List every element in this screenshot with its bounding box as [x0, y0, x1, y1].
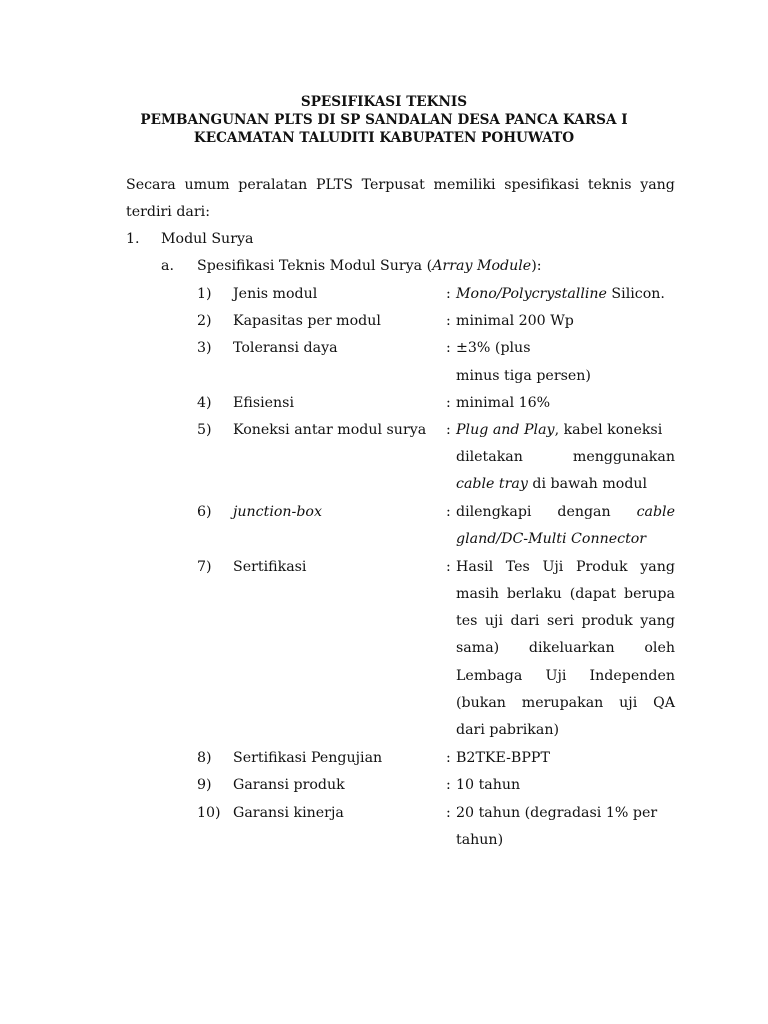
item-colon: : [446, 286, 451, 302]
item-label: Sertifikasi [233, 559, 307, 575]
item-label: Toleransi daya [233, 340, 338, 356]
item-number: 3) [197, 340, 212, 356]
subsection-title: Spesifikasi Teknis Modul Surya (Array Module): [197, 258, 542, 274]
doc-title-line-1: SPESIFIKASI TEKNIS [300, 94, 468, 110]
intro-line-2: terdiri dari: [126, 204, 210, 220]
item-colon: : [446, 395, 451, 411]
item-value: B2TKE-BPPT [456, 750, 550, 766]
item-value: ±3% (plus [456, 340, 531, 356]
item-value: tes uji dari seri produk yang [456, 613, 675, 629]
item-colon: : [446, 422, 451, 438]
item-colon: : [446, 750, 451, 766]
intro-word: Secara [126, 177, 176, 193]
item-value: minimal 16% [456, 395, 551, 411]
item-colon: : [446, 504, 451, 520]
subsection-letter: a. [161, 258, 174, 274]
item-colon: : [446, 340, 451, 356]
item-value: diletakan menggunakan [456, 449, 675, 465]
item-value: tahun) [456, 832, 504, 848]
item-label: Garansi produk [233, 777, 345, 793]
intro-word: PLTS [315, 177, 353, 193]
item-value: (bukan merupakan uji QA [456, 695, 675, 711]
doc-title-line-3: KECAMATAN TALUDITI KABUPATEN POHUWATO [193, 130, 575, 146]
item-number: 9) [197, 777, 212, 793]
item-value: dilengkapi dengan cable [456, 504, 675, 520]
intro-word: umum [184, 177, 230, 193]
intro-word: memiliki [433, 177, 496, 193]
item-number: 8) [197, 750, 212, 766]
item-colon: : [446, 777, 451, 793]
item-number: 5) [197, 422, 212, 438]
item-value: masih berlaku (dapat berupa [456, 586, 675, 602]
item-number: 6) [197, 504, 212, 520]
item-number: 10) [197, 805, 221, 821]
item-value: cable tray di bawah modul [456, 476, 648, 492]
intro-word: peralatan [238, 177, 308, 193]
intro-word: Terpusat [361, 177, 425, 193]
item-colon: : [446, 313, 451, 329]
item-label: Koneksi antar modul surya [233, 422, 427, 438]
item-value: Lembaga Uji Independen [456, 668, 675, 684]
item-label: Jenis modul [233, 286, 318, 302]
item-number: 7) [197, 559, 212, 575]
item-number: 1) [197, 286, 212, 302]
item-value: sama) dikeluarkan oleh [456, 640, 675, 656]
intro-word: yang [640, 177, 675, 193]
item-colon: : [446, 559, 451, 575]
doc-title-line-2: PEMBANGUNAN PLTS DI SP SANDALAN DESA PANCA KARSA I [140, 112, 628, 128]
item-label: Kapasitas per modul [233, 313, 381, 329]
intro-line-1 [126, 175, 675, 195]
item-number: 4) [197, 395, 212, 411]
item-label: Efisiensi [233, 395, 294, 411]
item-colon: : [446, 805, 451, 821]
section-number: 1. [126, 231, 140, 247]
item-value: Plug and Play, kabel koneksi [456, 422, 663, 438]
item-label: Sertifikasi Pengujian [233, 750, 383, 766]
item-label: Garansi kinerja [233, 805, 344, 821]
item-label: junction-box [233, 504, 322, 520]
item-value: minimal 200 Wp [456, 313, 574, 329]
item-value: gland/DC-Multi Connector [456, 531, 647, 547]
item-value: dari pabrikan) [456, 722, 560, 738]
intro-word: spesifikasi [504, 177, 580, 193]
intro-word: teknis [587, 177, 632, 193]
section-title: Modul Surya [161, 231, 254, 247]
item-number: 2) [197, 313, 212, 329]
item-value: 10 tahun [456, 777, 521, 793]
item-value: 20 tahun (degradasi 1% per [456, 805, 658, 821]
item-value: Mono/Polycrystalline Silicon. [456, 286, 665, 302]
item-value: minus tiga persen) [456, 368, 591, 384]
item-value: Hasil Tes Uji Produk yang [456, 559, 675, 575]
